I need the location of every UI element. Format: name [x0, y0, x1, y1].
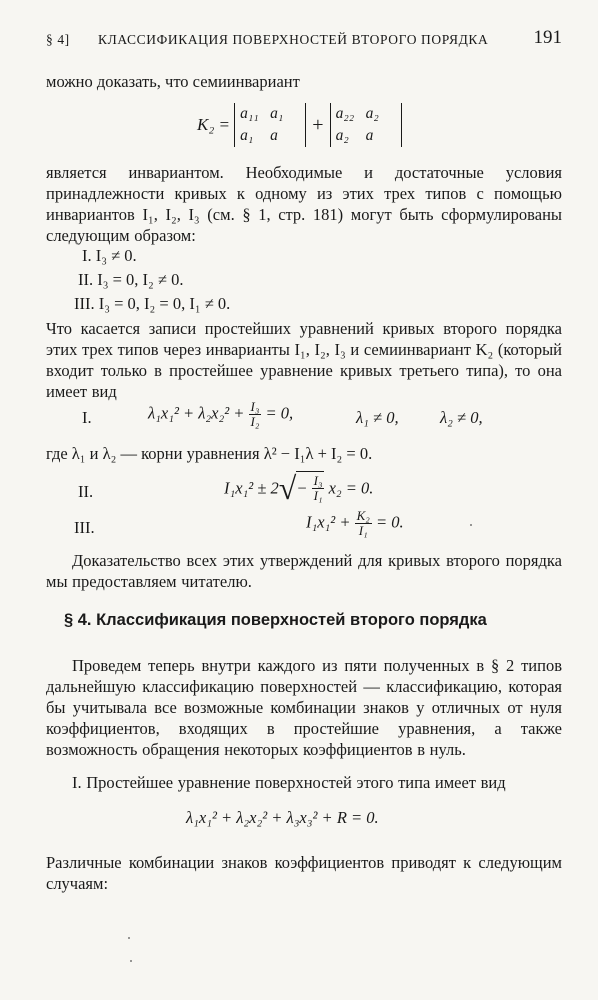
- frac-numerator: I₃: [313, 473, 323, 488]
- roots-line: где λ₁ и λ₂ — корни уравнения λ² − I₁λ + I₂ = 0.: [46, 444, 373, 463]
- paragraph-1: является инвариантом. Необходимые и достаточные условия принадлежности кривых к одному из этих трех типов с помощью инвариантов I₁, I₂, I₃ (см. § 1, стр. 181) могут быть сформулированы следующим образом:: [46, 163, 562, 245]
- det1-cell: a₁: [270, 105, 284, 122]
- det2-cell: a: [365, 127, 374, 144]
- paragraph-2: Что касается записи простейших уравнений кривых второго порядка этих трех типов через инварианты I₁, I₂, I₃ и семиинвариант K₂ (который входит только в простейшее уравнение кривых третьего типа), то она имеет вид: [46, 319, 562, 401]
- eq2-fraction: [312, 474, 325, 503]
- eq1-cond2: λ₂ ≠ 0,: [440, 408, 483, 427]
- det2-cell: a₂: [335, 127, 349, 144]
- frac-denominator: I₂: [250, 414, 260, 429]
- det2-cell: a₂₂: [335, 105, 355, 122]
- intro-line: можно доказать, что семиинвариант: [46, 72, 300, 91]
- det1-cell: a₁: [240, 127, 254, 144]
- eq3-lhs: I₁x₁² +: [306, 512, 351, 532]
- header-section: § 4]: [46, 32, 70, 47]
- det2-cell: a₂: [365, 105, 379, 122]
- eq2-rhs: x₂ = 0.: [328, 478, 374, 498]
- determinant-1: [234, 103, 306, 147]
- section-heading: § 4. Классификация поверхностей второго порядка: [64, 611, 487, 629]
- print-speck: [470, 524, 472, 526]
- print-speck: [128, 937, 130, 939]
- equation-3: [306, 509, 404, 538]
- eq1-lhs: λ₁x₁² + λ₂x₂² +: [148, 403, 245, 423]
- condition-3: III. I₃ = 0, I₂ = 0, I₁ ≠ 0.: [74, 294, 231, 313]
- paragraph-3: Доказательство всех этих утверждений для кривых второго порядка мы предоставляем читателю.: [46, 551, 562, 591]
- det1-cell: a₁₁: [240, 105, 259, 122]
- eq2-minus: −: [296, 478, 308, 498]
- paragraph-4: Проведем теперь внутри каждого из пяти полученных в § 2 типов дальнейшую классификацию поверхностей — классификацию, которая бы учитывала все возможные комбинации знаков у отличных от нуля коэффициентов, входящих в простейшие уравнения, а также возможность обращения некоторых коэффициентов в нуль.: [46, 656, 562, 759]
- determinant-2: [330, 103, 402, 147]
- paragraph-6: Различные комбинации знаков коэффициентов приводят к следующим случаям:: [46, 853, 562, 893]
- eq2-label: II.: [78, 482, 94, 501]
- formula-k2-lhs: K₂ =: [197, 115, 230, 134]
- condition-2: II. I₃ = 0, I₂ ≠ 0.: [78, 270, 184, 289]
- sqrt-sign: √: [278, 470, 297, 506]
- equation-1: [148, 400, 293, 429]
- frac-numerator: I₃: [250, 399, 260, 414]
- eq2-lhs: I₁x₁² ± 2: [224, 478, 279, 498]
- det1-cell: a: [270, 127, 278, 144]
- frac-numerator: K₂: [356, 508, 370, 523]
- page-number: 191: [533, 27, 562, 48]
- eq3-label: III.: [74, 518, 95, 537]
- eq1-cond1: λ₁ ≠ 0,: [356, 408, 399, 427]
- frac-denominator: I₁: [358, 523, 368, 538]
- eq1-rhs: = 0,: [265, 403, 294, 423]
- eq1-fraction: [249, 400, 262, 429]
- frac-denominator: I₁: [313, 488, 323, 503]
- condition-1: I. I₃ ≠ 0.: [82, 246, 137, 265]
- sqrt-radicand: [296, 471, 324, 503]
- header-title: КЛАССИФИКАЦИЯ ПОВЕРХНОСТЕЙ ВТОРОГО ПОРЯДКА: [98, 32, 489, 47]
- print-speck: [130, 960, 132, 962]
- formula-k2-plus: +: [312, 113, 324, 136]
- eq3-rhs: = 0.: [375, 512, 404, 532]
- paragraph-5: I. Простейшее уравнение поверхностей этого типа имеет вид: [72, 773, 506, 792]
- formula-k2: [197, 103, 402, 147]
- eq1-label: I.: [82, 408, 92, 427]
- equation-surface: λ₁x₁² + λ₂x₂² + λ₃x₃² + R = 0.: [186, 808, 379, 827]
- eq3-fraction: [355, 509, 372, 538]
- equation-2: [224, 470, 373, 507]
